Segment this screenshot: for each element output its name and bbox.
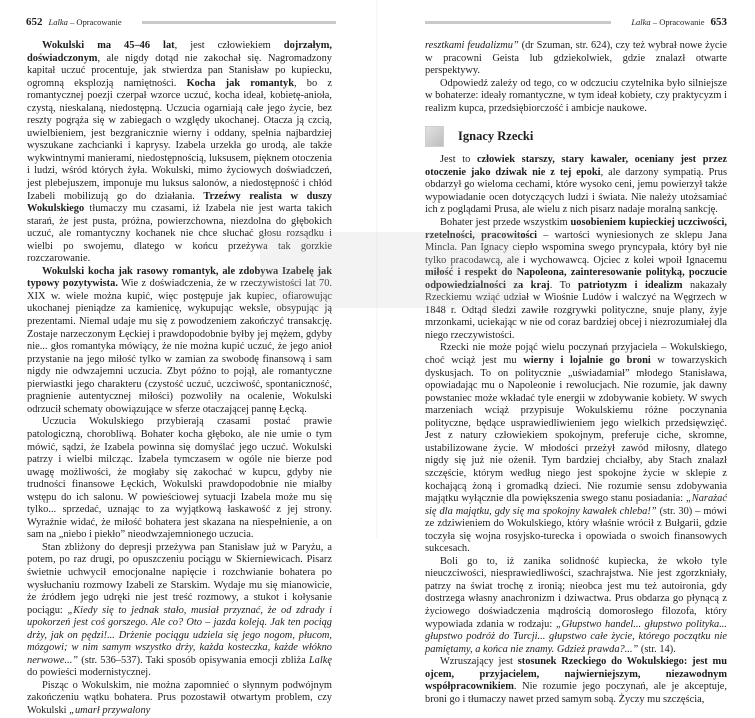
bold-run: uosobieniem kupieckiej uczciwości, rzetelności, pracowitości [425,217,727,241]
text-run: Bohater jest przede wszystkim [440,217,571,229]
left-page-body [27,40,332,718]
text-run: Boli go to, iż zanika solidność kupiecka, że wkoło tyle nieuczciwości, niesprawiedliwości, szachrajstwa. Nie jest zgorzkniały, patrzy na świat trochę z ironią; nieobca jest mu też autoironia, gdy dostrzega własny anachronizm i dziwactwa. Prus obdarza go płynącą z życiowego doświadczenia mądrością domorosłego filozofa, który wypowiada zdania w rodzaju: [425,555,727,630]
paragraph [27,680,332,718]
text-run: nakazały Rzeckiemu wziąć udział w Wiośnie Ludów i walczyć na Węgrzech w 1848 r. Odtąd śledzi zawiłe rozgrywki polityczne, snuje plany, żyje mrzonkami, uciekając w nie od coraz bardziej obcej i niezrozumiałej dla niego rzeczywistości. [425,279,727,341]
running-title [631,17,704,27]
text-run: Odpowiedź zależy od tego, co w odczuciu czytelnika było silniejsze w bohaterze: ideały romantyczne, w tym ideał kobiety, czy praktycyzm i realizm kupca, przedsiębiorczość i ambicje naukowe. [425,77,727,114]
paragraph [425,154,727,217]
text-run: , jest człowiekiem [174,40,284,51]
italic-run: resztkami feudalizmu” [425,40,519,51]
page-number: 653 [710,16,727,28]
right-page [377,0,755,705]
text-run: , ale darzony sympatią. Prus obdarzył go wieloma cechami, które wysoko ceni, jemu powierzył także wypowiadanie ocen dotyczących ludzi i świata. Nie należy utożsamiać ich z poglądami Prusa, ale wielu z nich pisarz nadaje moralną sankcję. [425,166,728,216]
paragraph [425,342,727,555]
page-number: 652 [26,16,43,28]
bold-run: miłość i respekt do Napoleona, zainteresowanie polityką, poczucie odpowiedzialności za kraj [425,267,727,291]
text-run: (str. 14). [638,643,676,655]
text-run: Wzruszający jest [440,656,518,668]
text-run: , ale nigdy dotąd nie zakochał się. Nagromadzony kapitał uczuć procentuje, jak stwierdza pan Stanisław po kupiecku, ogromną eksplozją namiętności. [27,52,332,89]
text-run: w towarzyskich dyskusjach. To on politycznie „uświadamiał” młodego Stanisława, opowiadając mu o Napoleonie i rewolucjach. Nie rozumie, jak dawny powstaniec może wkładać tyle energii w zdobywanie kobiety. W swych marzeniach wciąż przypisuje Wokulskiemu różne poczynania polityczne, będące usprawiedliwieniem jego wielkich przedsięwzięć. Jest z natury człowiekiem spokojnym, preferuje ciche, skromne, ustabilizowane życie. W młodości przeżył zawód miłosny, dlatego nigdy się już nie ożenił. Tym bardziej chciałby, aby Stach znalazł szczęście, którym według niego jest spokojne życie w sklepie z kochającą żoną i gromadką dzieci. Nie rozumie sensu zdobywania majątku wyłącznie dla powiększenia swego stanu posiadania: [425,355,727,505]
text-run: tłumaczy mu czasami, iż Izabela nie jest warta takich starań, że jest pusta, próżna, powierzchowna, niezdolna do głębokich uczuć, ale romantyczny kochanek nie chce słuchać głosu rozsądku i wielbi po swojemu, dlatego w końcu przeżywa tak gorzkie rozczarowanie. [27,203,332,265]
paragraphs-before-section [425,40,727,115]
running-title-rest: – Opracowanie [650,17,705,27]
right-page-body [425,40,727,706]
bold-run: dojrzałym, doświadczonym [27,40,332,64]
paragraph [425,78,727,116]
header-rule [425,21,611,24]
bold-run: Kocha jak romantyk [186,77,294,89]
text-run: Stan zbliżony do depresji przeżywa pan Stanisław już w Paryżu, a potem, po raz drugi, po opuszczeniu pociągu w Skierniewicach. Pisarz świetnie uchwycił emocjonalne napięcie i rozchwianie bohatera po wysłuchaniu rozmowy Izabeli ze Starskim. Wydaje mu się mianowicie, że źródłem jego udręki nie jest treść rozmowy, a stukot i kołysanie pociągu: [27,541,332,616]
text-run: . Nie rozumie jego poczynań, ale je akceptuje, broni go i tłumaczy nawet przed samym sobą. Życzy mu szczęścia, [425,681,727,705]
text-run: Jest to [440,154,477,166]
running-title [49,17,122,27]
left-page [0,0,377,716]
bold-run: Wokulski kocha jak rasowy romantyk, ale zdobywa Izabelę jak typowy pozytywista. [27,265,332,290]
paragraph [27,416,332,541]
bold-run: Wokulski ma 45–46 lat [42,40,175,51]
bold-run: człowiek starszy, stary kawaler, oceniany jest przez otoczenie jako dziwak nie z tej epoki [425,154,727,178]
paragraph [425,556,727,656]
text-run: Pisząc o Wokulskim, nie można zapomnieć o słynnym podwójnym zakończeniu wątku bohatera. Prus pozostawił otwartym problem, czy Wokulski [27,679,332,716]
running-header-right [425,15,727,29]
text-run: Rzecki nie może pojąć wielu poczynań przyjaciela – Wokulskiego, choć wciąż jest mu [425,342,727,367]
bold-run: patriotyzm i idealizm [578,279,683,291]
running-title-book: Lalka [631,17,651,27]
text-run: , bo z romantycznej poezji czerpał wzorce uczuć, kocha ideał, kobietę-anioła, czystą, nieskalaną, niedostępną. Uczucia ogarniają całe jego życie, bez reszty pogrąża się w zabiegach o względy ukochanej. Otacza ją czcią, uwielbieniem, jest bezgranicznie wierny i oddany, spełnia najbardziej wyszukane zachcianki i kaprysy. Izabela urzekła go urodą, ale także wykwintnymi manierami, niedostępnością, luksusem, pięknem otoczenia i ludzi, wśród których żyła. Wokulski, mimo życiowych doświadczeń, jest plebejuszem, imponuje mu luksus salonów, a niedostępność i chłód Izabeli mobilizują go do działania. [27,77,332,202]
paragraph [425,40,727,78]
text-run: Wie z doświadczenia, że w rzeczywistości lat 70. XIX w. wiele można kupić, więc postępuje jak kupiec, ofiarowując ukochanej pieniądze za kamienicę, wykupując weksle, obsypując ją prezentami. Niemal udaje mu się z powodzeniem zakończyć transakcję. Zostaje narzeczonym Łęckiej i prawdopodobnie byłby jej mężem, gdyby nie... głos romantyka mówiący, że nie można kupić uczuć, że jego anioł przystanie na jego miłość tylko w zamian za swobodę finansową i sam nigdy nie odwzajemni uczucia. Zbyt późno to pojął, ale romantyczne pierwiastki jego charakteru (czystość uczuć, uczciwość, spontaniczność, pragnienie autentycznej miłości) pozwoliły na ocalenie, Wokulski odrzucił schematy obowiązujące w sferze otaczającej pannę Łęcką. [27,278,332,415]
section-title: Ignacy Rzecki [458,129,534,143]
text-run: do powieści modernistycznej. [27,667,151,679]
italic-run: „Głupstwo handel... głupstwo polityka... głupstwo podróż do Turcji... głupstwo całe życie, którego początku nie pamiętamy, a końca nie znamy. Gdzież prawda?...” [425,618,728,655]
text-run: – wartości wyniesionych ze sklepu Jana Mincla. Pan Ignacy ciepło wspomina swego pryncypała, który był nie tylko pracodawcą, ale i wychowawcą. Ojciec z kolei wpoił Ignacemu [425,229,727,266]
section-heading [425,125,727,147]
italic-run: „Narażać się dla majątku, gdy się ma spokojny kawałek chleba!” [425,493,727,517]
bold-run: stosunek Rzeckiego do Wokulskiego: jest mu ojcem, przyjacielem, najwierniejszym, niezawodnym współpracownikiem [425,656,727,693]
paragraph [27,40,332,266]
text-run: . To [549,279,579,291]
text-run: (str. 30) – mówi ze zdziwieniem do Wokulskiego, który właśnie wrócił z Bułgarii, gdzie toczyła się wojna rosyjsko-turecka i opowiada o swoich finansowych sukcesach. [425,505,727,555]
italic-run: „Kiedy się to jednak stało, musiał przyznać, że od zdrady i upokorzeń jest coś gorszego. Ale co? Oto – jazda koleją. Jak ten pociąg drży, jak on pędzi!... Drżenie pociągu udziela się jego nogom, płucom, mózgowi; w nim samym wszystko drży, każda kosteczka, każde włókno nerwowe...” [27,604,332,666]
section-marker-icon [425,126,444,147]
header-rule [142,21,336,24]
paragraph [425,217,727,342]
paragraph [27,542,332,680]
bold-run: wierny i lojalnie go broni [523,355,651,367]
text-run: Uczucia Wokulskiego przybierają czasami postać prawie patologiczną, chorobliwą. Bohater kocha głęboko, ale nie umie o tym mówić, sądzi, że Izabela powinna się domyślać jego uczuć. Wokulski patrzy i wielbi milcząc. Izabela tymczasem w ogóle nie bierze pod uwagę możliwości, że mogłaby się zakochać w kupcu, gdyby nie trudności finansowe Łęckich, Wokulski prawdopodobnie nie miałby wstępu do ich salonu. W powieściowej sytuacji Izabela może mu się tylko... sprzedać, uznając to za wyjątkową łaskawość z jej strony. Wyraźnie widać, że miłość bohatera jest skazana na niespełnienie, a on sam na „niebo i piekło” nieodwzajemnionego uczucia. [27,416,332,541]
running-title-book: Lalka [48,17,68,27]
text-run: (dr Szuman, str. 624), czy też wybrał nowe życie w pracowni Geista lub gdziekolwiek, gdzie znalazł otwarte perspektywy. [425,40,727,77]
italic-run: „umarł przywalony [69,704,151,716]
running-title-rest: – Opracowanie [67,17,122,27]
paragraph [425,656,727,706]
text-run: (str. 536–537). Taki sposób opisywania emocji zbliża [78,654,309,666]
italic-run: Lalkę [308,654,332,666]
paragraph [27,266,332,417]
bold-run: Trzeźwy realista w duszy Wokulskiego [27,190,332,215]
paragraphs-after-section [425,154,727,706]
running-header-left [26,15,336,29]
